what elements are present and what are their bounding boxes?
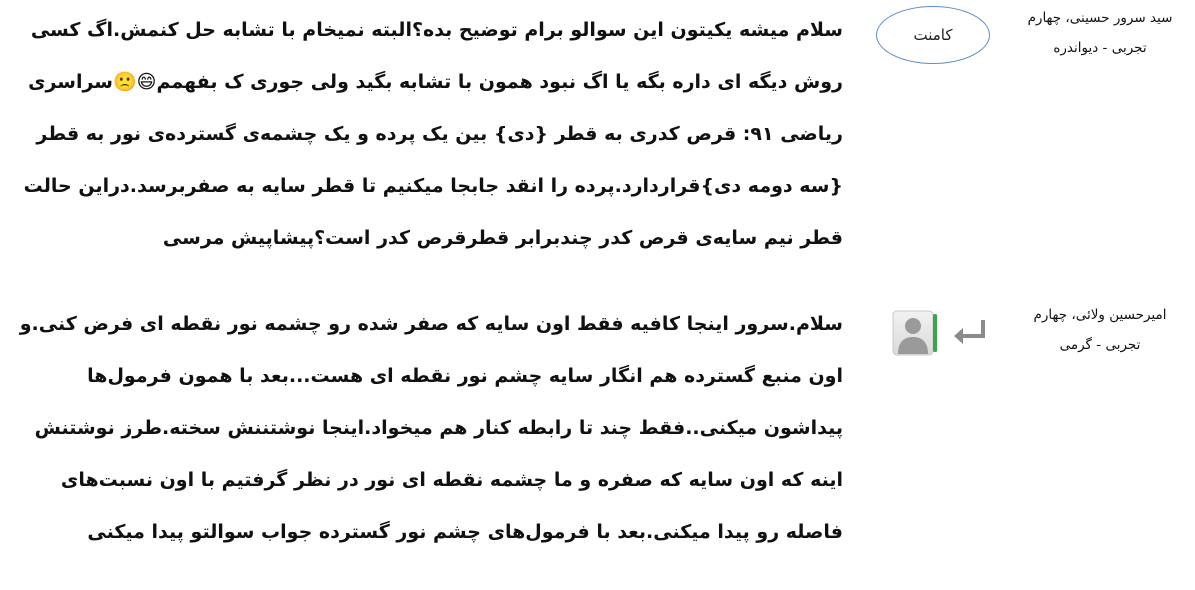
user-avatar-icon[interactable] [892, 310, 938, 356]
post-body-text: سلام.سرور اینجا کافیه فقط اون سایه که صفر شده رو چشمه نور نقطه ای فرض کنی.و اون منبع گسترده هم انگار سایه چشم نور نقطه ای هست...بعد با همون فرمول‌ها پیداشون میکنی..فقط چند تا رابطه کنار هم میخواد.اینجا نوشتننش سخته.طرز نوشتنش اینه که اون سایه که صفره و ما چشمه نقطه ای نور در نظر گرفتیم با اون نسبت‌های فاصله رو پیدا میکنی.بعد با فرمول‌های چشم نور گسترده جواب سوالتو پیدا میکنی [19, 313, 843, 543]
comment-post-question [0, 0, 1195, 270]
author-info [1015, 3, 1185, 63]
author-field-city: تجربی - گرمی [1059, 337, 1141, 353]
post-body-text: سلام میشه یکیتون این سوالو برام توضیح بده؟البته نمیخام با تشابه حل کنمش.اگ کسی روش دیگه ای داره بگه یا اگ نبود همون با تشابه بگید ولی جوری ک بفهمم😄🙁سراسری ریاضی ۹۱: قرص کدری به قطر {دی} بین یک پرده و یک چشمه‌ی گسترده‌ی نور به قطر {سه دومه دی}قراردارد.پرده را انقد جابجا میکنیم تا قطر سایه به صفربرسد.دراین حالت قطر نیم سایه‌ی قرص کدر چندبرابر قطرقرص کدر است؟پیشاپیش مرسی [23, 19, 843, 249]
comment-button-label: کامنت [913, 26, 953, 44]
comment-post-reply [0, 290, 1195, 560]
comment-button[interactable] [876, 6, 990, 64]
author-name[interactable]: سید سرور حسینی، چهارم [1027, 10, 1173, 26]
author-field-city: تجربی - دیواندره [1053, 40, 1147, 56]
reply-arrow-icon[interactable] [950, 320, 988, 348]
author-info [1015, 300, 1185, 360]
author-name[interactable]: امیرحسین ولائی، چهارم [1033, 307, 1167, 323]
